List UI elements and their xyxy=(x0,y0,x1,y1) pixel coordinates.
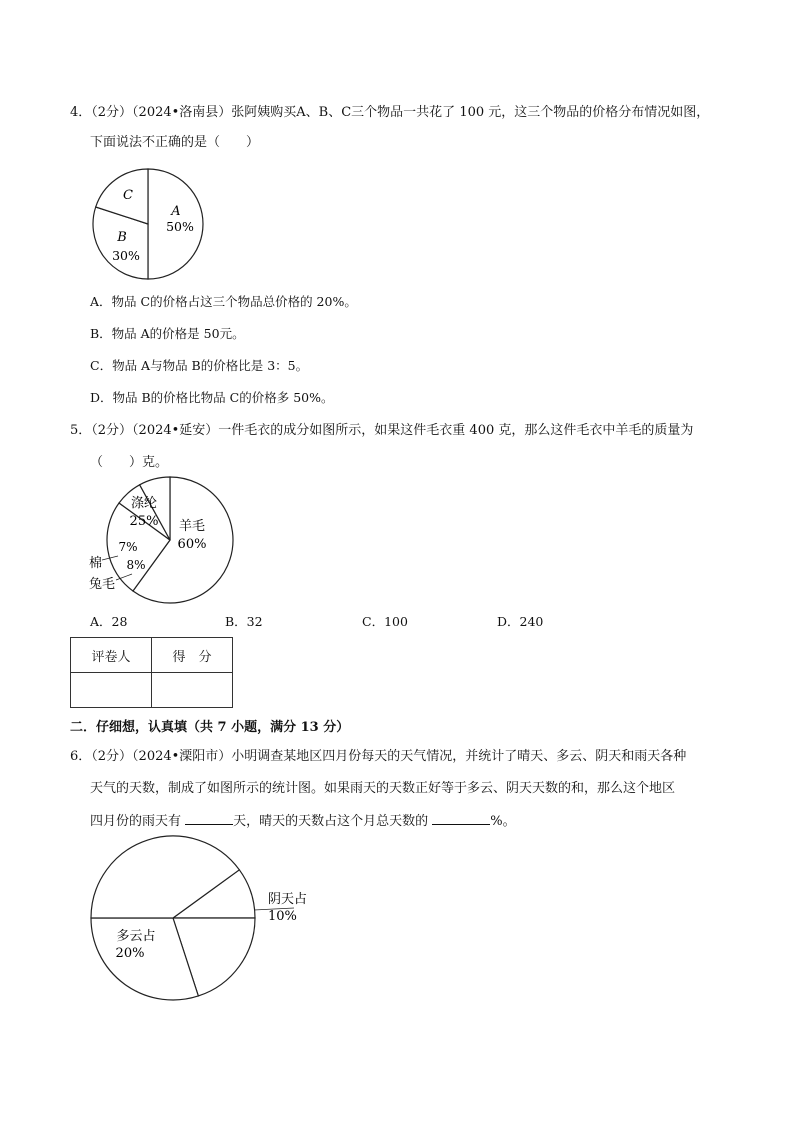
q5-label-polyester-pct: 25% xyxy=(129,514,159,529)
q5-label-polyester: 涤纶 xyxy=(130,496,158,511)
q6-stem-line2: 天气的天数，制成了如图所示的统计图。如果雨天的天数正好等于多云、阴天天数的和，那么这个地区 xyxy=(90,781,676,796)
q4-stem-line1: 4．（2分）（2024•洛南县）张阿姨购买A、B、C三个物品一共花了 100 元，这三个物品的价格分布情况如图， xyxy=(70,105,710,120)
score-table-score-cell[interactable] xyxy=(152,673,233,708)
score-table-grader-cell[interactable] xyxy=(71,673,152,708)
q6-stem-line1: 6．（2分）（2024•溧阳市）小明调查某地区四月份每天的天气情况，并统计了晴天、多云、阴天和雨天各种 xyxy=(70,749,687,764)
q6-label-duoyun: 多云占 xyxy=(116,929,156,944)
q5-label-rabbit: 兔毛 xyxy=(89,577,116,592)
q4-stem-line2: 下面说法不正确的是（ ） xyxy=(90,135,260,150)
score-table-header-score: 得 分 xyxy=(152,638,233,673)
q4-pie-chart xyxy=(92,168,204,280)
q6-text-percent-suffix: %。 xyxy=(490,814,516,829)
q5-option-d[interactable]: D．240 xyxy=(497,614,544,629)
q6-text-rain-prefix: 四月份的雨天有 xyxy=(90,814,186,829)
q4-option-d[interactable]: D．物品 B的价格比物品 C的价格多 50%。 xyxy=(90,390,334,405)
q4-option-a[interactable]: A．物品 C的价格占这三个物品总价格的 20%。 xyxy=(90,294,357,309)
q6-text-sunny-prefix: 天，晴天的天数占这个月总天数的 xyxy=(233,814,433,829)
q5-label-wool: 羊毛 xyxy=(178,519,206,534)
q6-label-yin-pct: 10% xyxy=(268,909,297,924)
q4-label-b-pct: 30% xyxy=(112,248,140,263)
q5-option-c[interactable]: C．100 xyxy=(362,614,408,629)
q5-stem-line2: （ ）克。 xyxy=(90,455,169,470)
q6-pie-chart xyxy=(88,836,328,1006)
score-table xyxy=(70,637,233,708)
q5-option-b[interactable]: B．32 xyxy=(225,614,263,629)
q5-label-rabbit-pct: 8% xyxy=(126,558,146,572)
q4-option-c[interactable]: C．物品 A与物品 B的价格比是 3：5。 xyxy=(90,358,309,373)
q5-label-wool-pct: 60% xyxy=(177,537,207,552)
q5-pie-chart xyxy=(84,476,244,606)
q5-label-cotton-pct: 7% xyxy=(118,540,138,554)
q4-option-b[interactable]: B．物品 A的价格是 50元。 xyxy=(90,326,245,341)
q5-stem-line1: 5．（2分）（2024•延安）一件毛衣的成分如图所示，如果这件毛衣重 400 克，那么这件毛衣中羊毛的质量为 xyxy=(70,423,694,438)
section-2-title: 二．仔细想，认真填（共 7 小题，满分 13 分） xyxy=(70,720,350,735)
q5-option-a[interactable]: A．28 xyxy=(90,614,128,629)
q4-label-c: C xyxy=(123,188,133,203)
q6-blank-rain-days[interactable] xyxy=(185,812,233,825)
q6-stem-line3 xyxy=(90,812,516,831)
q4-label-a: A xyxy=(171,204,181,219)
q4-label-b: B xyxy=(117,230,127,245)
q4-label-a-pct: 50% xyxy=(166,219,194,234)
q5-label-cotton: 棉 xyxy=(89,556,103,571)
score-table-header-grader: 评卷人 xyxy=(71,638,152,673)
q6-label-duoyun-pct: 20% xyxy=(115,946,145,961)
q6-blank-sunny-percent[interactable] xyxy=(432,812,490,825)
q6-label-yin: 阴天占 xyxy=(268,892,308,907)
